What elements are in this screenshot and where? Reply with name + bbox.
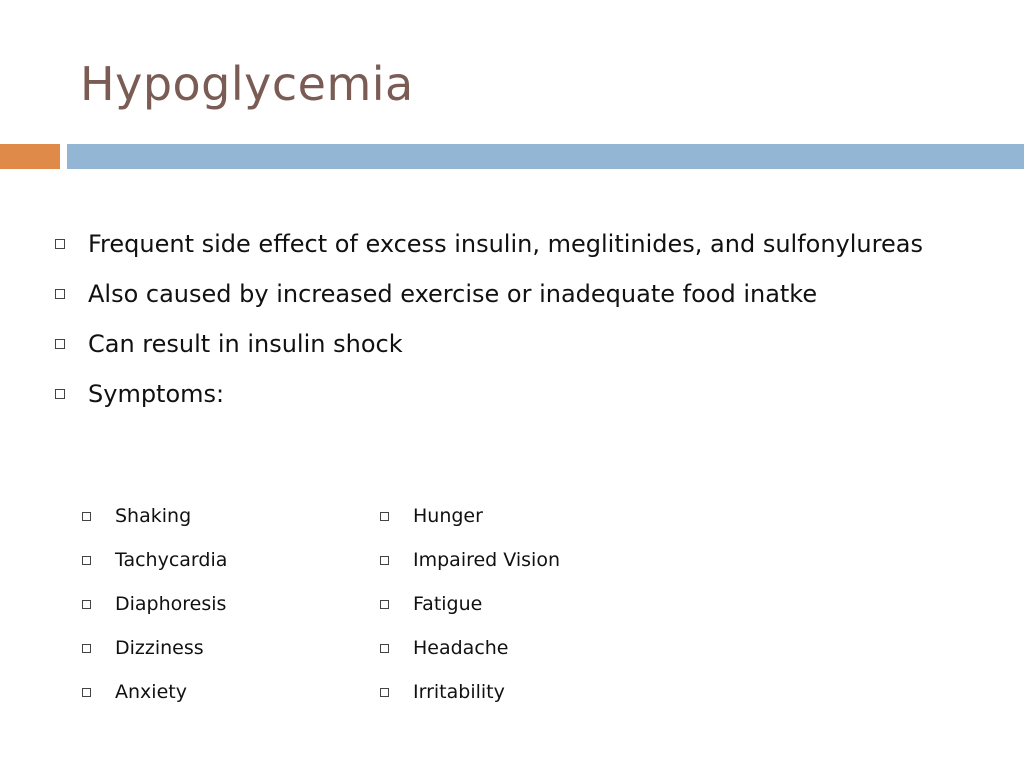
square-bullet-icon [380, 688, 389, 697]
square-bullet-icon [380, 644, 389, 653]
bullet-item [55, 374, 955, 415]
symptom-item [82, 538, 362, 582]
symptom-item [380, 538, 680, 582]
square-bullet-icon [55, 289, 65, 299]
bullet-item [55, 324, 955, 365]
symptom-item [82, 670, 362, 714]
square-bullet-icon [82, 600, 91, 609]
symptom-item [82, 494, 362, 538]
symptom-text: Fatigue [413, 593, 483, 615]
square-bullet-icon [82, 688, 91, 697]
square-bullet-icon [380, 556, 389, 565]
accent-bar [0, 144, 60, 169]
bullet-item [55, 274, 955, 315]
symptom-text: Headache [413, 637, 509, 659]
symptom-text: Dizziness [115, 637, 204, 659]
square-bullet-icon [380, 600, 389, 609]
symptoms-right-column [380, 494, 680, 714]
symptom-text: Hunger [413, 505, 483, 527]
symptom-text: Shaking [115, 505, 192, 527]
slide-title: Hypoglycemia [80, 57, 414, 111]
square-bullet-icon [55, 239, 65, 249]
symptom-text: Irritability [413, 681, 505, 703]
bullet-text: Symptoms: [88, 380, 225, 408]
square-bullet-icon [82, 512, 91, 521]
bullet-text: Also caused by increased exercise or inadequate food inatke [88, 280, 818, 308]
symptom-item [380, 582, 680, 626]
symptom-item [380, 670, 680, 714]
symptom-item [82, 582, 362, 626]
title-rule-bar [67, 144, 1024, 169]
symptom-item [380, 626, 680, 670]
symptom-text: Anxiety [115, 681, 187, 703]
symptom-text: Diaphoresis [115, 593, 227, 615]
square-bullet-icon [82, 644, 91, 653]
square-bullet-icon [82, 556, 91, 565]
bullet-text: Can result in insulin shock [88, 330, 403, 358]
square-bullet-icon [55, 339, 65, 349]
square-bullet-icon [55, 389, 65, 399]
symptom-item [380, 494, 680, 538]
symptom-text: Tachycardia [115, 549, 228, 571]
square-bullet-icon [380, 512, 389, 521]
symptom-item [82, 626, 362, 670]
bullet-item [55, 224, 955, 265]
bullet-list [55, 224, 955, 424]
bullet-text: Frequent side effect of excess insulin, meglitinides, and sulfonylureas [88, 230, 923, 258]
symptoms-left-column [82, 494, 362, 714]
symptom-text: Impaired Vision [413, 549, 560, 571]
